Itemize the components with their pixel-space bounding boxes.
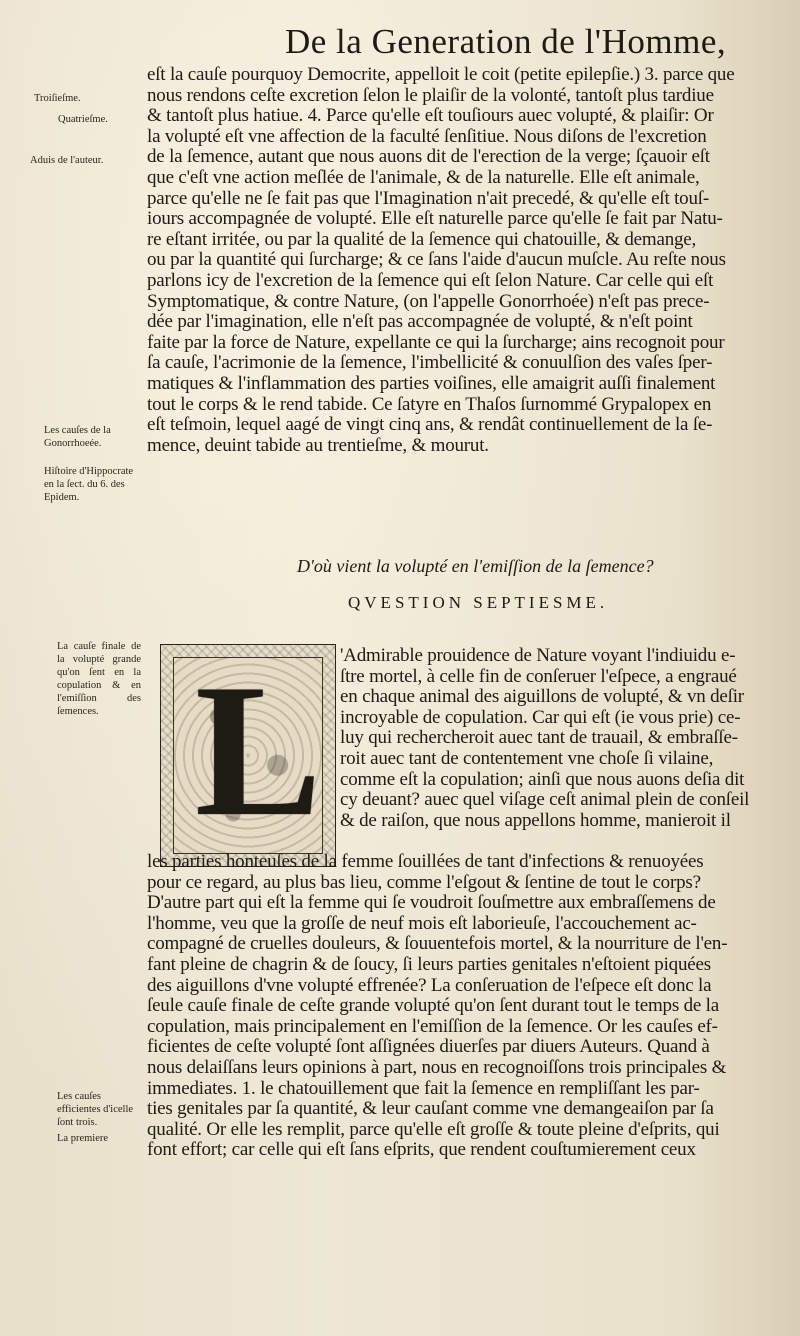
text-line: ſtre mortel, à celle fin de conſeruer l'eſpece, a engraué — [340, 666, 737, 687]
text-line: eſt la cauſe pourquoy Democrite, appelloit le coit (petite epilepſie.) 3. parce que — [147, 65, 735, 85]
text-line: 'Admirable prouidence de Nature voyant l'indiuidu e- — [340, 646, 736, 666]
text-line: que c'eſt vne action meſlée de l'animale, & de la naturelle. Elle eſt animale, — [147, 167, 700, 188]
text-line: & tantoſt plus hatiue. 4. Parce qu'elle eſt touſiours auec volupté, & plaiſir: Or — [147, 106, 714, 127]
margin-note-cause-finale: La cauſe finale de la volupté grande qu'on ſent en la copulation & en l'emiſſion des ſemences. — [57, 641, 141, 717]
text-line: re eſtant irritée, ou par la qualité de la ſemence qui chatouille, & demange, — [147, 229, 697, 250]
text-line: eſt teſmoin, lequel aagé de vingt cinq ans, & rendât continuellement de la ſe- — [147, 415, 713, 436]
text-line: pour ce regard, au plus bas lieu, comme l'eſgout & ſentine de tout le corps? — [147, 872, 701, 893]
text-line: en chaque animal des aiguillons de volupté, & vn deſir — [340, 687, 744, 708]
section-italic-title: D'où vient la volupté en l'emiſſion de la ſemence? — [297, 556, 654, 576]
text-line: D'autre part qui eſt la femme qui ſe voudroit ſouſmettre aux embraſſemens de — [147, 893, 716, 914]
margin-note-premiere: La premiere — [57, 1133, 109, 1144]
text-line: copulation, mais principalement en l'emiſſion de la ſemence. Or les cauſes ef- — [147, 1016, 718, 1037]
text-line: incroyable de copulation. Car qui eſt (ie vous prie) ce- — [340, 707, 741, 728]
text-line: ficientes de ceſte volupté ſont aſſignées diuerſes par diuers Auteurs. Quand à — [147, 1037, 710, 1058]
text-line: de la ſemence, autant que nous auons dit de l'erection de la verge; ſçauoir eſt — [147, 147, 710, 168]
text-line: dée par l'imagination, elle n'eſt pas accompagnée de volupté, & n'eſt point — [147, 312, 693, 333]
question-heading: QVESTION SEPTIESME. — [348, 593, 609, 612]
text-line: les parties honteuſes de la femme ſouillées de tant d'infections & renuoyées — [147, 852, 704, 872]
initial-letter: L — [195, 646, 322, 856]
text-line: parlons icy de l'excretion de la ſemence qui eſt ſelon Nature. Car celle qui eſt — [147, 270, 714, 291]
text-line: immediates. 1. le chatouillement que fait la ſemence en rempliſſant les par- — [147, 1078, 700, 1099]
text-line: des aiguillons d'vne volupté effrenée? La conſeruation de l'eſpece eſt donc la — [147, 975, 712, 996]
text-line: iours accompagnée de volupté. Elle eſt naturelle parce qu'elle ſe fait par Natu- — [147, 209, 723, 230]
text-line: faite par la force de Nature, expellante ce qui la ſurcharge; ains recognoit pour — [147, 332, 725, 353]
text-line: luy qui rechercheroit auec tant de trauail, & embraſſe- — [340, 728, 738, 749]
text-line: tout le corps & le rend tabide. Ce ſatyre en Thaſos ſurnommé Grypalopex en — [147, 394, 712, 415]
drop-cap-paragraph — [340, 646, 792, 831]
text-line: ſeule cauſe finale de ceſte grande volupté qu'on ſent durant tout le temps de la — [147, 996, 719, 1017]
running-head: De la Generation de l'Homme, — [285, 22, 727, 61]
text-line: font effort; car celle qui eſt ſans eſprits, que rendent couſtumierement ceux — [147, 1140, 696, 1161]
text-line: fant pleine de chagrin & de ſoucy, ſi leurs parties genitales n'eſtoient piquées — [147, 954, 711, 975]
margin-note-quatriesme: Quatrieſme. — [58, 114, 108, 125]
text-line: matiques & l'inflammation des parties voiſines, elle amaigrit auſſi finalement — [147, 373, 716, 394]
lower-paragraph — [147, 852, 792, 1161]
text-line: compagné de cruelles douleurs, & ſouuentefois mortel, & la nourriture de l'en- — [147, 934, 728, 955]
text-line: Symptomatique, & contre Nature, (on l'appelle Gonorrhoée) n'eſt pas prece- — [147, 291, 710, 312]
margin-note-causes-efficientes: Les cauſes efficientes d'icelle ſont trois. — [57, 1091, 134, 1128]
text-line: ſa cauſe, l'acrimonie de la ſemence, l'imbellicité & conuulſion des vaſes ſper- — [147, 353, 713, 374]
text-line: roit auec tant de contentement vne choſe ſi vilaine, — [340, 748, 714, 769]
decorated-initial — [160, 644, 336, 867]
text-line: la volupté eſt vne affection de la faculté ſenſitiue. Nous diſons de l'excretion — [147, 126, 707, 147]
margin-note-troisiesme: Troiſieſme. — [34, 93, 81, 104]
text-line: l'homme, veu que la groſſe de neuf mois eſt laborieuſe, l'accouchement ac- — [147, 913, 697, 934]
text-line: cy deuant? auec quel viſage ceſt animal plein de conſeil — [340, 790, 750, 811]
margin-note-hippocrate: Hiſtoire d'Hippocrate en la ſect. du 6. des Epidem. — [44, 466, 134, 503]
text-line: nous delaiſſans leurs opinions à part, nous en recognoiſſons trois principales & — [147, 1057, 727, 1078]
upper-paragraph — [147, 65, 792, 456]
text-line: & de raiſon, que nous appellons homme, manieroit il — [340, 810, 731, 831]
text-line: ties genitales par ſa quantité, & leur cauſant comme vne demangeaiſon par ſa — [147, 1099, 714, 1120]
text-line: comme eſt la copulation; ainſi que nous auons deſia dit — [340, 769, 745, 790]
text-line: qualité. Or elle les remplit, parce qu'elle eſt groſſe & toute pleine d'eſprits, qui — [147, 1119, 720, 1140]
text-line: mence, deuint tabide au trentieſme, & mourut. — [147, 435, 489, 456]
margin-note-aduis: Aduis de l'auteur. — [30, 155, 104, 166]
text-line: parce qu'elle ne ſe fait pas que l'Imagination n'ait precedé, & qu'elle eſt touſ- — [147, 188, 709, 209]
text-line: nous rendons ceſte excretion ſelon le plaiſir de la volonté, tantoſt plus tardiue — [147, 85, 714, 106]
text-line: ou par la quantité qui ſurcharge; & ce ſans l'aide d'aucun muſcle. Au reſte nous — [147, 250, 726, 271]
margin-note-gonorrhoee: Les cauſes de la Gonorrhoeée. — [44, 425, 111, 449]
